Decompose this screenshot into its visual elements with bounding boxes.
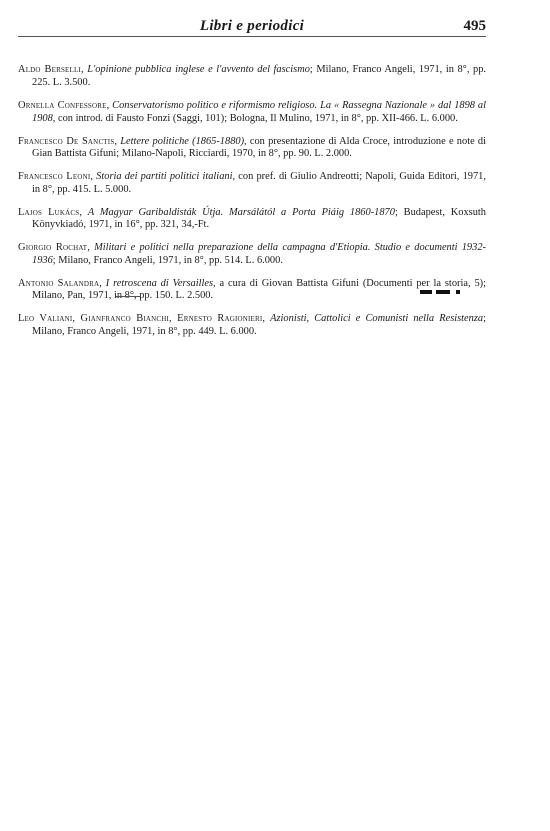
bibliography-entry: Francesco De Sanctis, Lettere politiche (1865-1880), con presentazione di Alda Croce, introduzione e note di Gian Battista Gifuni; Milano-Napoli, Ricciardi, 1970, in 8°, pp. 90. L. 2.000. [18,135,487,160]
entry-title: Lettere politiche (1865-1880) [120,135,245,147]
header-rule [18,36,486,37]
entry-title: Conservatorismo politico e riformismo religioso. La « Rassegna Nazionale » dal 1898 al 1908 [32,99,487,124]
entry-author: Francesco De Sanctis [18,135,115,147]
bibliography-entry: Ornella Confessore, Conservatorismo politico e riformismo religioso. La « Rassegna Nazionale » dal 1898 al 1908, con introd. di Fausto Fonzi (Saggi, 101); Bologna, Il Mulino, 1971, in 8°, pp. XII-466. L. 6.000. [18,99,487,124]
entry-details: , con presentazione di Alda Croce, introduzione e note di Gian Battista Gifuni; Milano-Napoli, Ricciardi, 1970, in 8°, pp. 90. L. 2.000. [32,135,487,160]
entry-title: A Magyar Garibaldisták Útja. Marsálától a Porta Piáig 1860-1870 [87,206,395,218]
entry-author: Ornella Confessore [18,99,107,111]
entry-details: ; Budapest, Koxsuth Könyvkiadó, 1971, in 16°, pp. 321, 34,-Ft. [32,206,486,231]
print-mark [420,290,432,294]
entry-details: , con introd. di Fausto Fonzi (Saggi, 101); Bologna, Il Mulino, 1971, in 8°, pp. XII-466. L. 6.000. [52,112,458,124]
entry-title: Militari e politici nella preparazione della campagna d'Etiopia. Studio e documenti 1932-1936 [32,242,486,266]
print-marks [420,290,470,298]
bibliography-entry: Francesco Leoni, Storia dei partiti politici italiani, con pref. di Giulio Andreotti; Napoli, Guida Editori, 1971, in 8°, pp. 415. L. 5.000. [18,171,486,195]
page-number: 495 [463,18,486,34]
short-rule [116,296,140,297]
entry-details: ; Milano, Franco Angeli, 1971, in 8°, pp. 514. L. 6.000. [52,254,283,266]
running-header [18,16,486,38]
bibliography-entry: Leo Valiani, Gianfranco Bianchi, Ernesto Ragionieri, Azionisti, Cattolici e Comunisti nella Resistenza; Milano, Franco Angeli, 1971, in 8°, pp. 449. L. 6.000. [18,313,486,338]
print-mark [456,290,460,294]
running-title: Libri e periodici [199,18,305,34]
entry-title: I retroscena di Versailles [105,277,214,289]
bibliography-entry: Giorgio Rochat, Militari e politici nella preparazione della campagna d'Etiopia. Studio e documenti 1932-1936; Milano, Franco Angeli, 1971, in 8°, pp. 514. L. 6.000. [18,242,486,266]
entry-details: , con pref. di Giulio Andreotti; Napoli, Guida Editori, 1971, in 8°, pp. 415. L. 5.000. [32,171,486,195]
print-mark [436,290,450,294]
entry-author: Francesco Leoni [18,171,91,183]
entry-details: ; Milano, Franco Angeli, 1971, in 8°, pp. 225. L. 3.500. [32,64,486,88]
entry-details: ; Milano, Franco Angeli, 1971, in 8°, pp. 449. L. 6.000. [32,313,486,338]
entry-details: , a cura di Giovan Battista Gifuni (Documenti per la storia, 5); Milano, Pan, 1971, in 8°, pp. 150. L. 2.500. [32,277,486,302]
bibliography-entry: Lajos Lukács, A Magyar Garibaldisták Útja. Marsálától a Porta Piáig 1860-1870; Budapest, Koxsuth Könyvkiadó, 1971, in 16°, pp. 321, 34,-Ft. [18,206,486,231]
entry-author: Lajos Lukács [18,206,80,218]
bibliography-list [18,54,486,348]
bibliography-entry: Aldo Berselli, L'opinione pubblica inglese e l'avvento del fascismo; Milano, Franco Angeli, 1971, in 8°, pp. 225. L. 3.500. [18,64,486,88]
entry-title: L'opinione pubblica inglese e l'avvento del fascismo [87,64,310,76]
entry-author: Aldo Berselli [18,64,81,76]
bibliography-entry: Antonio Salandra, I retroscena di Versailles, a cura di Giovan Battista Gifuni (Documenti per la storia, 5); Milano, Pan, 1971, in 8°, pp. 150. L. 2.500. [18,277,486,302]
entry-author: Leo Valiani, Gianfranco Bianchi, Ernesto Ragionieri [18,313,263,325]
entry-title: Storia dei partiti politici italiani [96,171,233,183]
entry-author: Antonio Salandra [18,277,100,289]
entry-title: Azionisti, Cattolici e Comunisti nella Resistenza [270,313,484,325]
entry-author: Giorgio Rochat [18,242,88,254]
